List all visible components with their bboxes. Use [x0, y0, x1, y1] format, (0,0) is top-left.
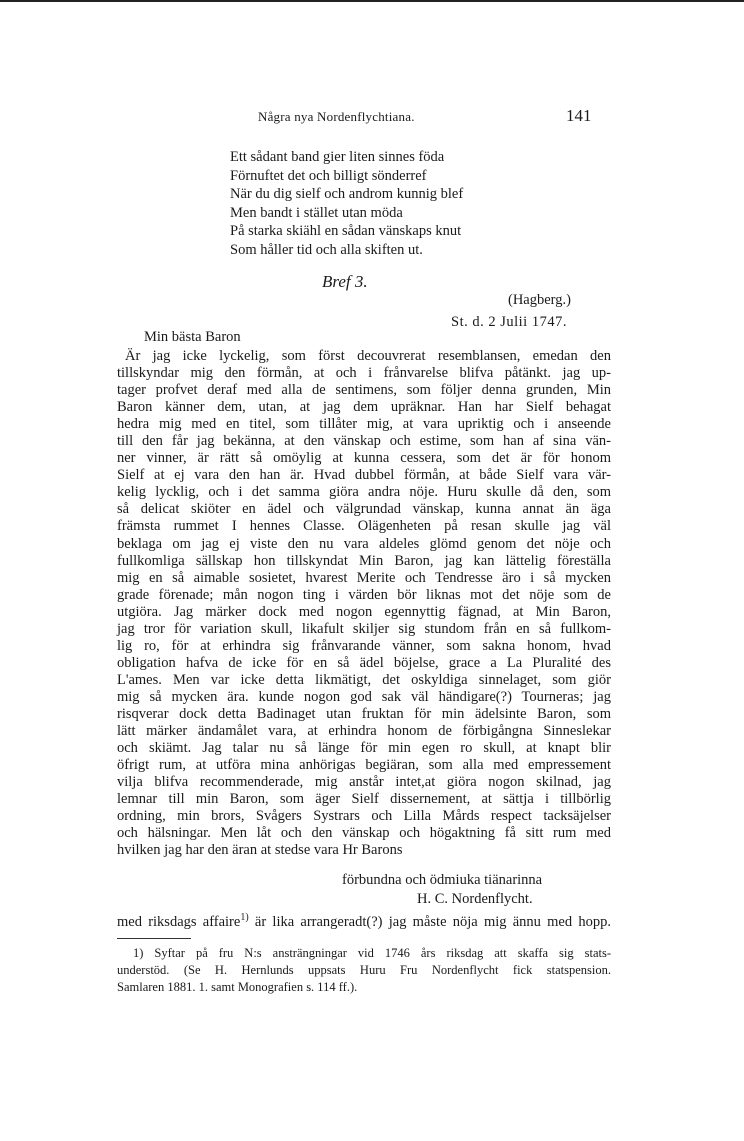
body-line: tillskyndar mig den förmån, at och i frånvarelse blifva påtänkt. jag up-	[117, 365, 611, 382]
body-line: ordning, min brors, Svågers Systrars och Lilla Mårds respect tacksäjelser	[117, 808, 611, 825]
poem-line: Men bandt i stället utan möda	[230, 204, 403, 221]
body-line: Sielf at ej vara den han är. Hvad dubbel förmån, at både Sielf vara vär-	[117, 467, 611, 484]
body-line: mig en så aimable sosietet, hvarest Merite och Tendresse äro i så mycken	[117, 569, 611, 586]
body-line: främsta rummet I hennes Classe. Olägenheten på resan skulle jag väl	[117, 518, 611, 535]
body-line: beklaga om jag ej viste den nu vara aldeles glömd genom det nöje och	[117, 535, 611, 552]
postscript-text-start: med riksdags affaire	[117, 913, 241, 930]
body-line: ner vinner, är rätt så omöylig at kunna cessera, som det är för honom	[117, 450, 611, 467]
footnote-divider	[117, 938, 191, 939]
footnote-line: Samlaren 1881. 1. samt Monografien s. 114 ff.).	[117, 980, 358, 994]
poem-line: Ett sådant band gier liten sinnes föda	[230, 149, 445, 165]
body-line: öfrigt rum, at utföra mina anhörigas begiäran, som alla med empressement	[117, 757, 611, 774]
body-line: mig så mycken ära. kunde nogon god sak väl händigare(?) Tourneras; jag	[117, 688, 611, 705]
footnote-line: 1) Syftar på fru N:s ansträngningar vid 1746 års riksdag att skaffa sig stats-	[133, 946, 611, 960]
body-line: kelig lycklig, och i det samma giöra andra nöje. Huru skulle då den, som	[117, 484, 611, 501]
poem-line: Förnuftet det och billigt sönderref	[230, 167, 427, 184]
poem-line: På starka skiähl en sådan vänskaps knut	[230, 223, 462, 240]
running-head	[0, 106, 744, 129]
letter-salutation: Min bästa Baron	[144, 329, 241, 345]
footnotes	[117, 945, 611, 996]
poem-line: När du dig sielf och androm kunnig blef	[230, 186, 464, 203]
letter-body	[117, 348, 611, 859]
body-line: till den får jag bekänna, at den vänskap och estime, som han af sina vän-	[117, 433, 611, 450]
letter-sender: (Hagberg.)	[508, 292, 571, 308]
body-line: hvilken jag har den äran at stedse vara Hr Barons	[117, 842, 403, 859]
page-number: 141	[566, 106, 592, 125]
poem-line: Som håller tid och alla skiften ut.	[230, 241, 423, 258]
body-line: och skiämt. Jag talar nu så länge för min egen ro skull, at knapt blir	[117, 740, 611, 757]
letter-signature: H. C. Nordenflycht.	[417, 891, 533, 907]
footnote-marker: 1)	[240, 912, 249, 923]
running-head-title: Några nya Nordenflychtiana.	[258, 109, 415, 124]
poem	[230, 148, 463, 260]
body-line: utgiöra. Jag märker dock med nogon egennyttig fägnad, at Min Baron,	[117, 603, 611, 620]
body-line: risqverar dock detta Badinaget utan fruktan för min ädelsinte Baron, som	[117, 705, 611, 722]
body-line: lig ro, för at erhindra sig frånvarande vänner, som sakna honom, hvad	[117, 637, 611, 654]
body-line: vilja blifva recommenderade, mig anstår intet,at giöra nogon skilnad, jag	[117, 774, 611, 791]
postscript-text-end: är lika arrangeradt(?) jag måste nöja mig ännu med hopp.	[248, 913, 611, 930]
body-line: och hälsningar. Men låt och den vänskap och högaktning få sitt rum med	[117, 825, 611, 842]
letter-dateline: St. d. 2 Julii 1747.	[451, 314, 567, 330]
body-line: jag tror för variation skull, likafult skiljer sig stundom från en så fullkom-	[117, 620, 611, 637]
body-line: hedra mig med en titel, som tillåter mig, at vara upriktig och i anseende	[117, 416, 611, 433]
body-line: fullkomliga sällskap hon tillskyndat Min Baron, jag kan lättelig föreställa	[117, 552, 611, 569]
letter-title: Bref 3.	[322, 272, 368, 291]
body-line: Baron känner dem, utan, at jag dem upräknar. Han har Sielf behagat	[117, 399, 611, 416]
letter-closing: förbundna och ödmiuka tiänarinna	[342, 872, 543, 888]
body-line: Är jag icke lyckelig, som först decouvrerat resemblansen, emedan den	[125, 348, 611, 364]
body-line: tager profvet deraf med alla de sentimens, som följer denna grunden, Min	[117, 382, 611, 399]
body-line: så delicat skiöter en ädel och välgrundad vänskap, kunna annat än äga	[117, 501, 611, 518]
footnote-line: understöd. (Se H. Hernlunds uppsats Huru Fru Nordenflycht fick statspension.	[117, 963, 611, 977]
body-line: lemnar till min Baron, som äger Sielf dissernement, at sättja i tillbörlig	[117, 791, 611, 808]
body-line: obligation hafva de icke för en så ädel böjelse, grace a La Pluralité des	[117, 654, 611, 671]
postscript	[117, 912, 611, 931]
body-line: lätt märker ändamålet vara, at erhindra honom de förbigångna Sinneslekar	[117, 723, 611, 740]
body-line: grade förenade; mån nogon ting i värden bör liknas mot det nöje som de	[117, 586, 611, 603]
body-line: L'ames. Men var icke detta likmätigt, det oskyldiga sinnelaget, som giör	[117, 671, 611, 688]
top-border-line	[0, 0, 744, 2]
